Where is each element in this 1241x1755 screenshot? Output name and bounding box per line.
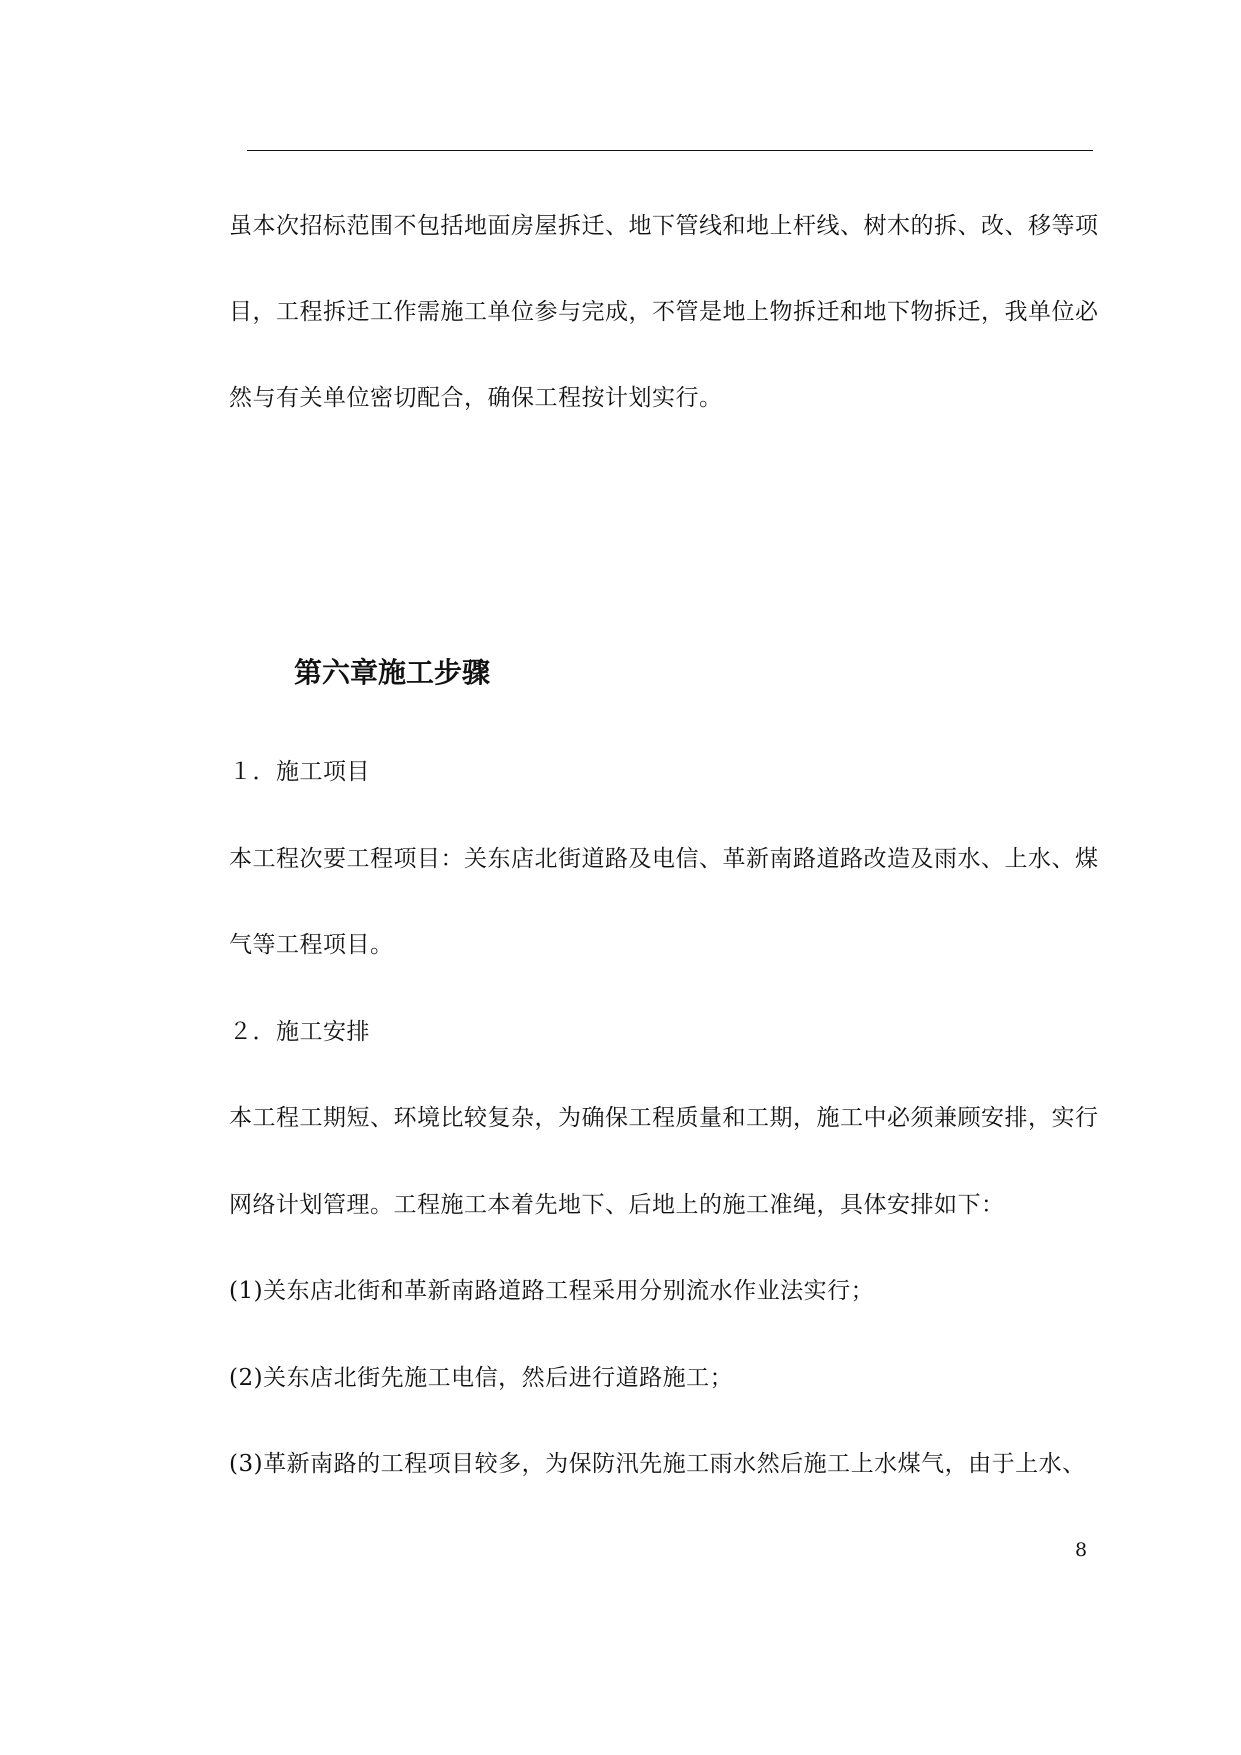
header-rule [247, 150, 1093, 151]
paragraph-line: 气等工程项目。 [229, 932, 394, 958]
paragraph-line: 本工程次要工程项目：关东店北街道路及电信、革新南路道路改造及雨水、上水、煤 [229, 846, 1099, 872]
list-item: (2)关东店北街先施工电信，然后进行道路施工； [229, 1365, 734, 1391]
paragraph-line: 本工程工期短、环境比较复杂，为确保工程质量和工期，施工中必须兼顾安排，实行 [229, 1105, 1099, 1131]
section-title: １．施工项目 [229, 759, 370, 785]
paragraph-line: 然与有关单位密切配合，确保工程按计划实行。 [229, 385, 723, 411]
paragraph-line: 虽本次招标范围不包括地面房屋拆迁、地下管线和地上杆线、树木的拆、改、移等项 [229, 213, 1099, 239]
list-item: (3)革新南路的工程项目较多，为保防汛先施工雨水然后施工上水煤气，由于上水、 [229, 1451, 1086, 1477]
list-item: (1)关东店北街和革新南路道路工程采用分别流水作业法实行； [229, 1278, 875, 1304]
chapter-heading: 第六章施工步骤 [294, 656, 491, 689]
paragraph-line: 网络计划管理。工程施工本着先地下、后地上的施工准绳，具体安排如下： [229, 1192, 1005, 1218]
section-title: ２．施工安排 [229, 1019, 370, 1045]
paragraph-line: 目，工程拆迁工作需施工单位参与完成，不管是地上物拆迁和地下物拆迁，我单位必 [229, 299, 1099, 325]
page-number: 8 [1075, 1539, 1088, 1561]
